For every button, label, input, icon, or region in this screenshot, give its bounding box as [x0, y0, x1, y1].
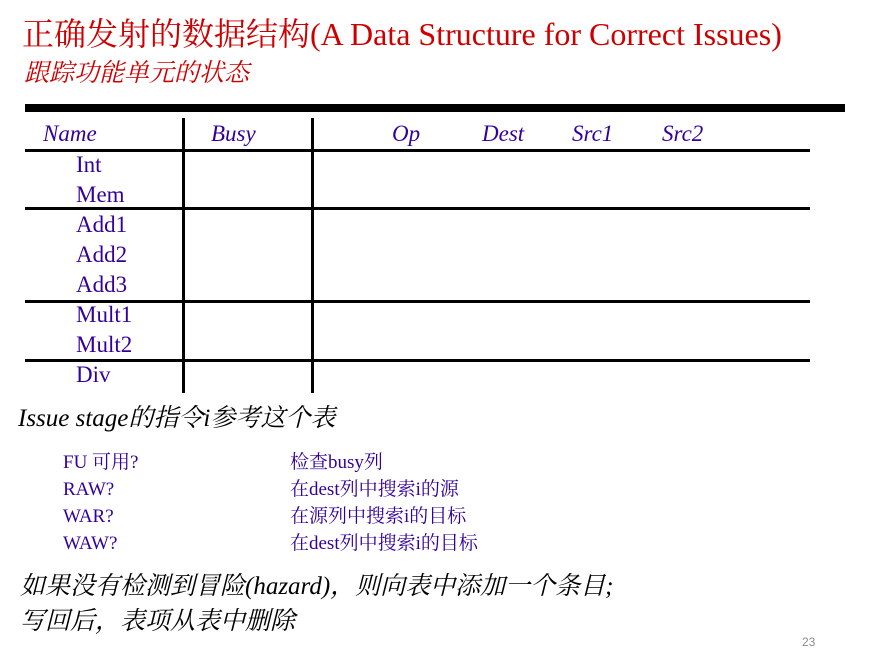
column-header-src2: Src2 [662, 121, 704, 146]
table-column-divider [182, 118, 185, 393]
unit-row-label: Add3 [76, 272, 128, 297]
table-group-divider [25, 359, 810, 362]
issue-stage-heading: Issue stage的指令i参考这个表 [18, 405, 336, 432]
table-column-divider [311, 118, 314, 393]
column-header-op: Op [392, 121, 421, 146]
table-group-divider [25, 300, 810, 303]
unit-row-label: Int [76, 152, 102, 177]
slide-subtitle: 跟踪功能单元的状态 [24, 60, 250, 87]
hazard-check-action: 在dest列中搜索i的源 [290, 479, 459, 500]
unit-row-label: Mem [76, 182, 125, 207]
unit-row-label: Add1 [76, 212, 128, 237]
column-header-src1: Src1 [572, 121, 614, 146]
hazard-check-action: 在dest列中搜索i的目标 [290, 533, 478, 554]
unit-row-label: Mult2 [76, 332, 133, 357]
note-line: 如果没有检测到冒险(hazard)，则向表中添加一个条目; [20, 573, 614, 600]
note-line: 写回后，表项从表中删除 [20, 608, 296, 635]
hazard-check-label: WAW? [63, 533, 118, 554]
hazard-check-action: 在源列中搜索i的目标 [290, 506, 467, 527]
hazard-check-action: 检查busy列 [290, 452, 383, 473]
hazard-check-label: WAR? [63, 506, 114, 527]
hazard-check-label: RAW? [63, 479, 115, 500]
table-header-divider [25, 149, 810, 152]
table-group-divider [25, 207, 810, 210]
unit-row-label: Add2 [76, 242, 128, 267]
unit-row-label: Div [76, 362, 111, 387]
slide-title: 正确发射的数据结构(A Data Structure for Correct Issues) [22, 16, 782, 52]
page-number: 23 [802, 635, 816, 649]
table-top-rule [25, 104, 845, 112]
unit-row-label: Mult1 [76, 302, 133, 327]
column-header-busy: Busy [211, 121, 256, 146]
column-header-name: Name [43, 121, 97, 146]
hazard-check-label: FU 可用? [63, 452, 139, 473]
column-header-dest: Dest [482, 121, 525, 146]
